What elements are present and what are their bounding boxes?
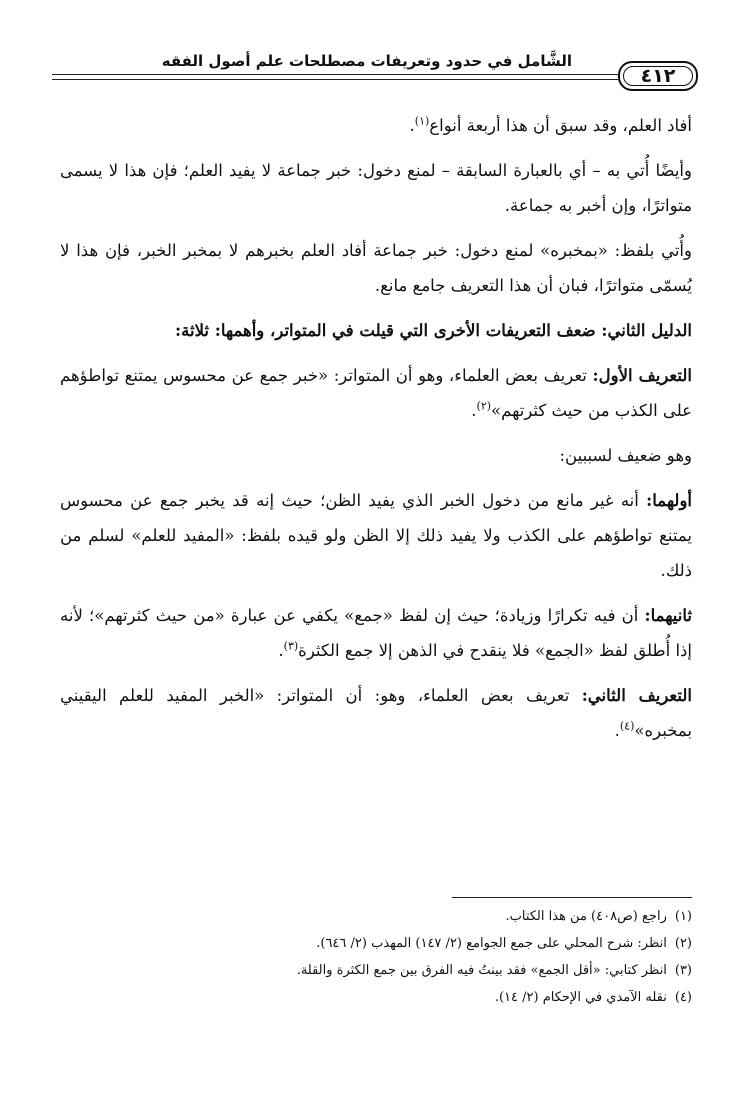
paragraph-1: أفاد العلم، وقد سبق أن هذا أربعة أنواع$^{(١)}$. bbox=[409, 114, 692, 135]
definition-1-label: التعريف الأول: bbox=[592, 366, 692, 385]
footnote-ref-1: (١) bbox=[414, 114, 430, 128]
page-number-frame bbox=[618, 61, 698, 91]
main-text bbox=[60, 108, 692, 758]
header-rule bbox=[52, 74, 618, 80]
paragraph-definition-1: التعريف الأول: تعريف بعض العلماء، وهو أن المتواتر: «خبر جمع عن محسوس يمتنع تواطؤهم على الكذب من حيث كثرتهم»$^{(٢)}$. bbox=[60, 366, 692, 420]
footnote-separator bbox=[452, 897, 692, 898]
book-title: الشَّامل في حدود وتعريفات مصطلحات علم أصول الفقه bbox=[161, 52, 572, 70]
footnotes bbox=[60, 903, 692, 1011]
footnote-3: (٣)انظر كتابي: «أقل الجمع» فقد بينتُ فيه الفرق بين جمع الكثرة والقلة. bbox=[296, 963, 692, 978]
reason-1-label: أولهما: bbox=[646, 491, 693, 510]
page-number: ٤١٢ bbox=[640, 65, 676, 87]
definition-2-label: التعريف الثاني: bbox=[581, 686, 692, 705]
section-heading: الدليل الثاني: ضعف التعريفات الأخرى التي قيلت في المتواتر، وأهمها: ثلاثة: bbox=[175, 321, 692, 340]
reason-2-label: ثانيهما: bbox=[644, 606, 692, 625]
footnote-ref-4: (٤) bbox=[619, 719, 635, 733]
footnote-ref-2: (٢) bbox=[476, 399, 492, 413]
paragraph-2: وأيضًا أُتي به – أي بالعبارة السابقة – لمنع دخول: خبر جماعة لا يفيد العلم؛ فإن هذا لا يسمى متواترًا، وإن أخبر به جماعة. bbox=[60, 161, 692, 215]
footnote-2: (٢)انظر: شرح المحلي على جمع الجوامع (٢/ ١٤٧) المهذب (٢/ ٦٤٦). bbox=[316, 936, 692, 951]
paragraph-definition-2: التعريف الثاني: تعريف بعض العلماء، وهو: أن المتواتر: «الخبر المفيد للعلم اليقيني بمخبره»$^{(٤)}$. bbox=[60, 686, 692, 740]
footnote-ref-3: (٣) bbox=[283, 639, 299, 653]
paragraph-weakness: وهو ضعيف لسببين: bbox=[559, 446, 692, 465]
footnote-1: (١)راجع (ص٤٠٨) من هذا الكتاب. bbox=[505, 909, 692, 924]
footnote-4: (٤)نقله الآمدي في الإحكام (٢/ ١٤). bbox=[494, 990, 692, 1005]
paragraph-reason-2: ثانيهما: أن فيه تكرارًا وزيادة؛ حيث إن لفظ «جمع» يكفي عن عبارة «من حيث كثرتهم»؛ لأنه إذا أُطلق لفظ «الجمع» فلا ينقدح في الذهن إلا جمع الكثرة$^{(٣)}$. bbox=[60, 606, 692, 660]
paragraph-reason-1: أولهما: أنه غير مانع من دخول الخبر الذي يفيد الظن؛ حيث إنه قد يخبر جمع عن محسوس يمتنع تواطؤهم على الكذب ولا يفيد ذلك إلا الظن ولو قيده بلفظ: «المفيد للعلم» لسلم من ذلك. bbox=[60, 491, 693, 580]
running-header bbox=[52, 52, 698, 96]
paragraph-3: وأُتي بلفظ: «بمخبره» لمنع دخول: خبر جماعة أفاد العلم بخبرهم لا بمخبر الخبر، فإن هذا لا يُسمّى متواترًا، فبان أن هذا التعريف جامع مانع. bbox=[60, 241, 692, 295]
